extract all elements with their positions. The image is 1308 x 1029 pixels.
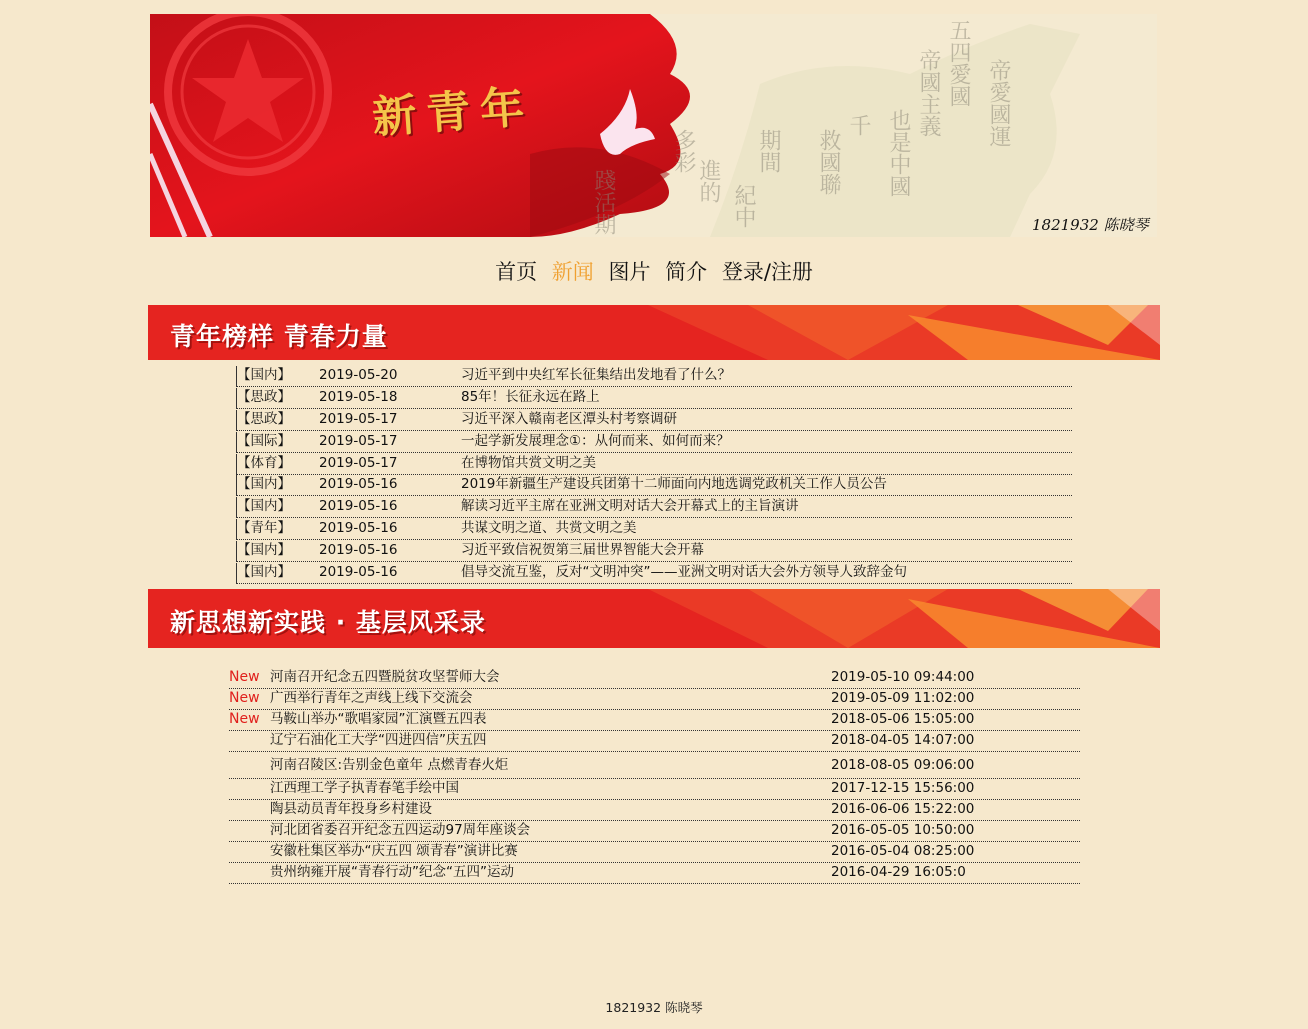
news-title-link[interactable]: 辽宁石油化工大学“四进四信”庆五四	[270, 732, 487, 748]
news-category: 【思政】	[237, 410, 291, 427]
list-item[interactable]	[236, 541, 1072, 562]
list-item[interactable]	[229, 689, 1080, 710]
list-item[interactable]	[236, 432, 1072, 453]
news-category: 【国内】	[237, 564, 291, 581]
news-time: 2018-08-05 09:06:00	[831, 757, 975, 773]
list-item[interactable]	[236, 563, 1072, 584]
calligraphy-text: 千	[846, 114, 871, 136]
news-date: 2019-05-16	[319, 498, 398, 515]
news-category: 【青年】	[237, 520, 291, 537]
news-time: 2016-05-05 10:50:00	[831, 822, 975, 838]
footer-credit: 1821932 陈晓琴	[605, 1000, 703, 1015]
calligraphy-text: 期間	[756, 129, 781, 173]
news-time: 2017-12-15 15:56:00	[831, 780, 975, 796]
news-title-link[interactable]: 河北团省委召开纪念五四运动97周年座谈会	[270, 822, 531, 838]
list-item[interactable]	[236, 410, 1072, 431]
news-title-link[interactable]: 2019年新疆生产建设兵团第十二师面向内地选调党政机关工作人员公告	[461, 476, 887, 493]
news-date: 2019-05-18	[319, 388, 398, 405]
calligraphy-text: 帝國主義	[916, 49, 941, 137]
main-nav	[0, 256, 1308, 286]
news-time: 2016-04-29 16:05:0	[831, 864, 966, 880]
news-title-link[interactable]: 江西理工学子执青春笔手绘中国	[270, 780, 459, 796]
list-item[interactable]	[236, 519, 1072, 540]
new-badge: New	[229, 711, 260, 727]
new-badge: New	[229, 690, 260, 706]
list-item[interactable]	[229, 821, 1080, 842]
news-title-link[interactable]: 习近平致信祝贺第三届世界智能大会开幕	[461, 542, 704, 559]
list-item[interactable]	[229, 668, 1080, 689]
news-title-link[interactable]: 马鞍山举办“歌唱家园”汇演暨五四表	[270, 711, 487, 727]
news-title-link[interactable]: 安徽杜集区举办“庆五四 颂青春”演讲比赛	[270, 843, 518, 859]
news-title-link[interactable]: 陶县动员青年投身乡村建设	[270, 801, 432, 817]
news-category: 【国内】	[237, 498, 291, 515]
news-category: 【思政】	[237, 388, 291, 405]
news-category: 【国内】	[237, 542, 291, 559]
news-category: 【国内】	[237, 367, 291, 383]
news-title-link[interactable]: 广西举行青年之声线上线下交流会	[270, 690, 473, 706]
calligraphy-text: 踐活期	[591, 169, 616, 235]
news-title-link[interactable]: 在博物馆共赏文明之美	[461, 454, 596, 471]
calligraphy-text: 紀中	[731, 184, 756, 228]
news-time: 2019-05-10 09:44:00	[831, 669, 975, 685]
section-title: 新思想新实践 · 基层风采录	[170, 608, 486, 637]
list-item[interactable]	[229, 752, 1080, 779]
banner-title: 新青年	[370, 81, 536, 144]
list-item[interactable]	[229, 731, 1080, 752]
news-title-link[interactable]: 习近平深入赣南老区潭头村考察调研	[461, 410, 677, 427]
news-title-link[interactable]: 习近平到中央红军长征集结出发地看了什么？	[461, 367, 731, 383]
calligraphy-text: 五四愛國	[946, 19, 971, 107]
list-item[interactable]	[236, 475, 1072, 496]
news-date: 2019-05-16	[319, 476, 398, 493]
list-item[interactable]	[236, 366, 1072, 387]
nav-item-home[interactable]: 首页	[495, 260, 538, 284]
new-badge: New	[229, 669, 260, 685]
list-item[interactable]	[236, 497, 1072, 518]
news-title-link[interactable]: 解读习近平主席在亚洲文明对话大会开幕式上的主旨演讲	[461, 498, 799, 515]
news-title-link[interactable]: 共谋文明之道、共赏文明之美	[461, 520, 637, 537]
list-item[interactable]	[229, 800, 1080, 821]
news-date: 2019-05-16	[319, 564, 398, 581]
nav-item-login-register[interactable]: 登录/注册	[721, 260, 813, 284]
calligraphy-text: 進的	[696, 159, 721, 203]
news-date: 2019-05-17	[319, 410, 398, 427]
list-item[interactable]	[229, 779, 1080, 800]
list-item[interactable]	[229, 710, 1080, 731]
nav-item-about[interactable]: 简介	[665, 260, 708, 284]
news-title-link[interactable]: 倡导交流互鉴，反对“文明冲突”——亚洲文明对话大会外方领导人致辞金句	[461, 564, 907, 581]
list-item[interactable]	[236, 388, 1072, 409]
news-time: 2016-06-06 15:22:00	[831, 801, 975, 817]
news-list-latest	[236, 366, 1072, 585]
list-item[interactable]	[229, 863, 1080, 884]
news-date: 2019-05-16	[319, 520, 398, 537]
news-category: 【国内】	[237, 476, 291, 493]
news-date: 2019-05-17	[319, 454, 398, 471]
news-title-link[interactable]: 85年！长征永远在路上	[461, 388, 600, 405]
header-banner	[150, 14, 1157, 237]
news-title-link[interactable]: 河南召陵区:告别金色童年 点燃青春火炬	[270, 757, 509, 773]
news-list-grassroots	[229, 668, 1080, 884]
section-header-youth-models	[148, 305, 1160, 360]
calligraphy-text: 多彩	[671, 129, 696, 173]
news-category: 【体育】	[237, 454, 291, 471]
news-title-link[interactable]: 一起学新发展理念①：从何而来、如何而来？	[461, 432, 730, 449]
news-date: 2019-05-16	[319, 542, 398, 559]
list-item[interactable]	[236, 454, 1072, 475]
news-title-link[interactable]: 河南召开纪念五四暨脱贫攻坚誓师大会	[270, 669, 500, 685]
banner-signature: 1821932 陈晓琴	[1032, 216, 1149, 234]
section-header-grassroots	[148, 589, 1160, 648]
news-date: 2019-05-20	[319, 367, 398, 383]
nav-item-news[interactable]: 新闻	[551, 260, 594, 284]
nav-item-pictures[interactable]: 图片	[608, 260, 651, 284]
news-time: 2016-05-04 08:25:00	[831, 843, 975, 859]
news-time: 2018-05-06 15:05:00	[831, 711, 975, 727]
calligraphy-text: 救國聯	[816, 129, 841, 195]
news-category: 【国际】	[237, 432, 291, 449]
calligraphy-text: 也是中國	[886, 109, 911, 197]
section-title: 青年榜样 青春力量	[170, 322, 388, 351]
news-date: 2019-05-17	[319, 432, 398, 449]
calligraphy-text: 帝愛國運	[986, 59, 1011, 147]
news-title-link[interactable]: 贵州纳雍开展“青春行动”纪念“五四”运动	[270, 864, 514, 880]
news-time: 2019-05-09 11:02:00	[831, 690, 975, 706]
list-item[interactable]	[229, 842, 1080, 863]
news-time: 2018-04-05 14:07:00	[831, 732, 975, 748]
